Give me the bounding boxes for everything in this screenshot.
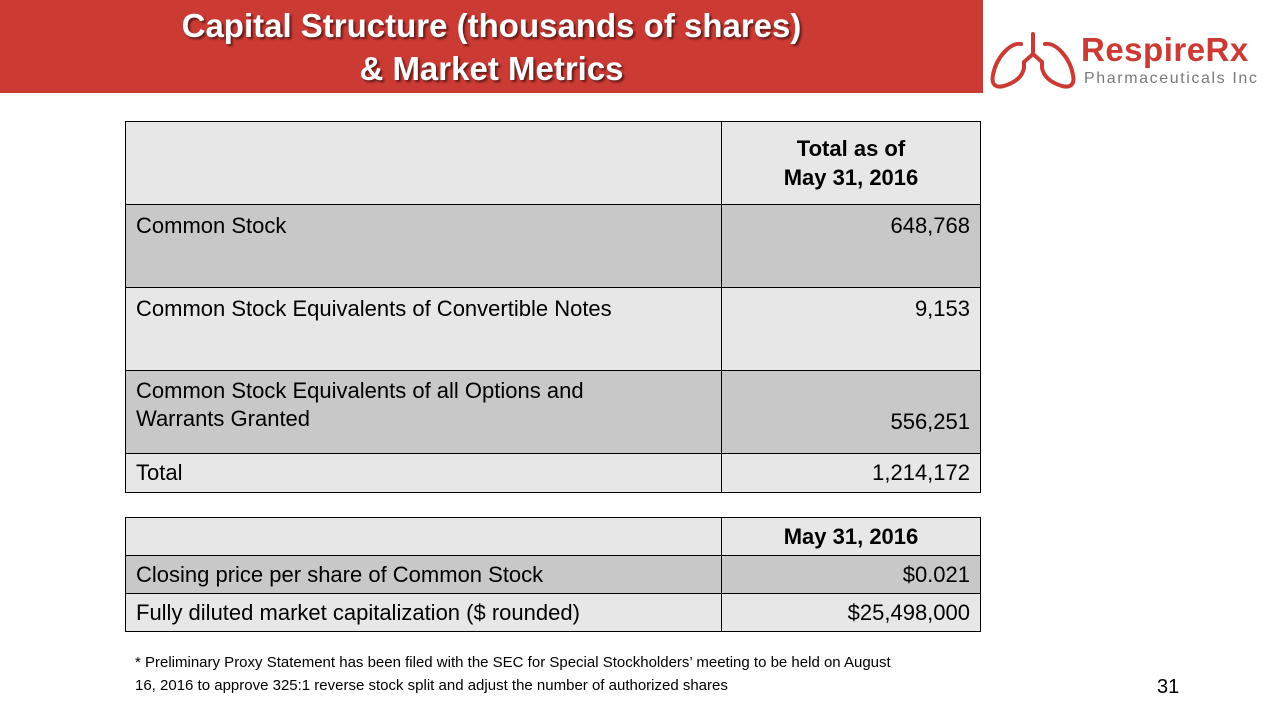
slide-title-line1: Capital Structure (thousands of shares) xyxy=(181,7,802,44)
row-label: Fully diluted market capitalization ($ rounded) xyxy=(126,594,722,632)
header-line2: May 31, 2016 xyxy=(783,165,919,190)
row-label: Common Stock xyxy=(126,205,722,288)
table-total-row xyxy=(126,454,981,493)
table-header-row xyxy=(126,122,981,205)
footnote xyxy=(135,651,1005,697)
row-label xyxy=(126,371,722,454)
slide-title xyxy=(0,4,983,90)
logo-subtitle: Pharmaceuticals Inc xyxy=(1084,70,1259,87)
capital-structure-table xyxy=(125,121,981,493)
table-row xyxy=(126,371,981,454)
total-value: 1,214,172 xyxy=(722,454,981,493)
header-empty-cell xyxy=(126,518,722,556)
header-empty-cell xyxy=(126,122,722,205)
table-row xyxy=(126,205,981,288)
company-logo xyxy=(988,30,1280,92)
header-date-cell: May 31, 2016 xyxy=(722,518,981,556)
market-metrics-table xyxy=(125,517,981,632)
row-value: 556,251 xyxy=(722,371,981,454)
header-date-cell xyxy=(722,122,981,205)
logo-name: RespireRx xyxy=(1081,31,1249,68)
table-row xyxy=(126,594,981,632)
page-number: 31 xyxy=(1157,676,1180,698)
row-value: $25,498,000 xyxy=(722,594,981,632)
row-label-line1: Common Stock Equivalents of all Options and xyxy=(136,378,584,403)
table-header-row xyxy=(126,518,981,556)
slide-title-line2: & Market Metrics xyxy=(359,50,624,87)
footnote-line1: * Preliminary Proxy Statement has been filed with the SEC for Special Stockholders’ meeting to be held on August xyxy=(135,654,891,671)
row-value: $0.021 xyxy=(722,556,981,594)
footnote-line2: 16, 2016 to approve 325:1 reverse stock split and adjust the number of authorized shares xyxy=(135,677,728,694)
table-row xyxy=(126,288,981,371)
row-label-line2: Warrants Granted xyxy=(136,406,311,431)
header-line1: Total as of xyxy=(796,136,906,161)
row-value: 648,768 xyxy=(722,205,981,288)
total-label: Total xyxy=(126,454,722,493)
row-value: 9,153 xyxy=(722,288,981,371)
table-row xyxy=(126,556,981,594)
lungs-icon xyxy=(988,30,1078,92)
row-label: Closing price per share of Common Stock xyxy=(126,556,722,594)
row-label: Common Stock Equivalents of Convertible Notes xyxy=(126,288,722,371)
